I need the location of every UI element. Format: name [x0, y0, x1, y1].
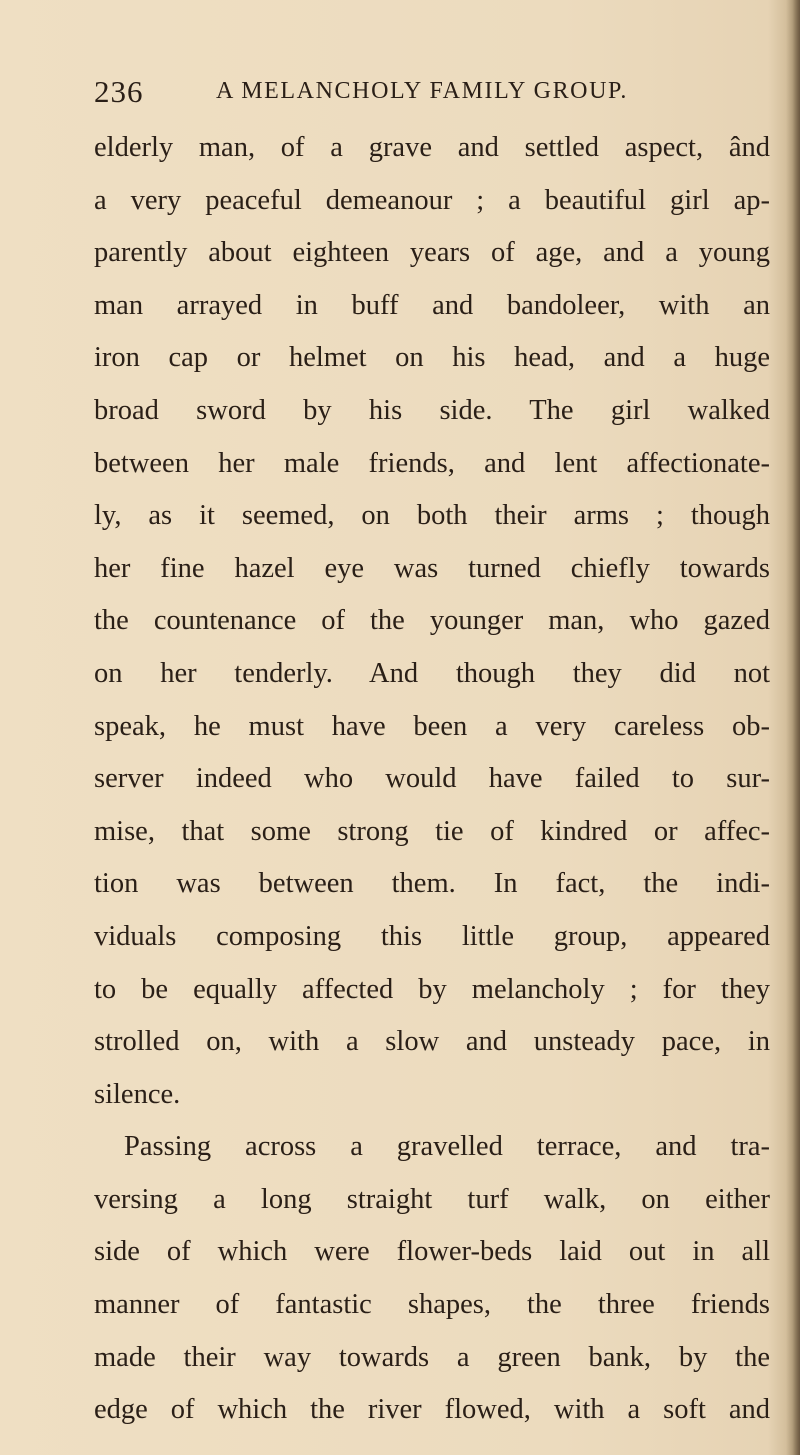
running-head: A MELANCHOLY FAMILY GROUP. [216, 78, 628, 104]
text-line: iron cap or helmet on his head, and a huge [94, 342, 770, 374]
text-line: her fine hazel eye was turned chiefly towards [94, 552, 770, 584]
text-line: versing a long straight turf walk, on either [94, 1183, 770, 1215]
text-line: made their way towards a green bank, by the [94, 1341, 770, 1373]
text-line: side of which were flower-beds laid out in all [94, 1236, 770, 1268]
text-line: broad sword by his side. The girl walked [94, 394, 770, 426]
paragraph-end-line: silence. [94, 1078, 181, 1110]
body-text [94, 122, 770, 1437]
text-line: manner of fantastic shapes, the three friends [94, 1289, 770, 1321]
page-number: 236 [94, 74, 144, 109]
text-line: parently about eighteen years of age, and a young [94, 237, 770, 269]
text-line: speak, he must have been a very careless ob- [94, 710, 770, 742]
text-line: the countenance of the younger man, who gazed [94, 605, 770, 637]
text-line: man arrayed in buff and bandoleer, with an [94, 289, 770, 321]
page-header [94, 74, 774, 118]
text-line: edge of which the river flowed, with a soft and [94, 1394, 770, 1426]
text-line: viduals composing this little group, appeared [94, 920, 770, 952]
text-line: server indeed who would have failed to sur- [94, 763, 770, 795]
text-line: a very peaceful demeanour ; a beautiful girl ap- [94, 184, 770, 216]
text-line: mise, that some strong tie of kindred or affec- [94, 815, 770, 847]
text-line: on her tenderly. And though they did not [94, 657, 770, 689]
text-line: to be equally affected by melancholy ; for they [94, 973, 770, 1005]
text-line: ly, as it seemed, on both their arms ; though [94, 500, 770, 532]
page-edge-shadow [786, 0, 800, 1455]
text-line: between her male friends, and lent affectionate- [94, 447, 770, 479]
paragraph-start-line: Passing across a gravelled terrace, and tra- [124, 1131, 770, 1163]
text-line: tion was between them. In fact, the indi- [94, 868, 770, 900]
text-line: strolled on, with a slow and unsteady pace, in [94, 1026, 770, 1058]
text-line: elderly man, of a grave and settled aspect, ând [94, 132, 770, 163]
